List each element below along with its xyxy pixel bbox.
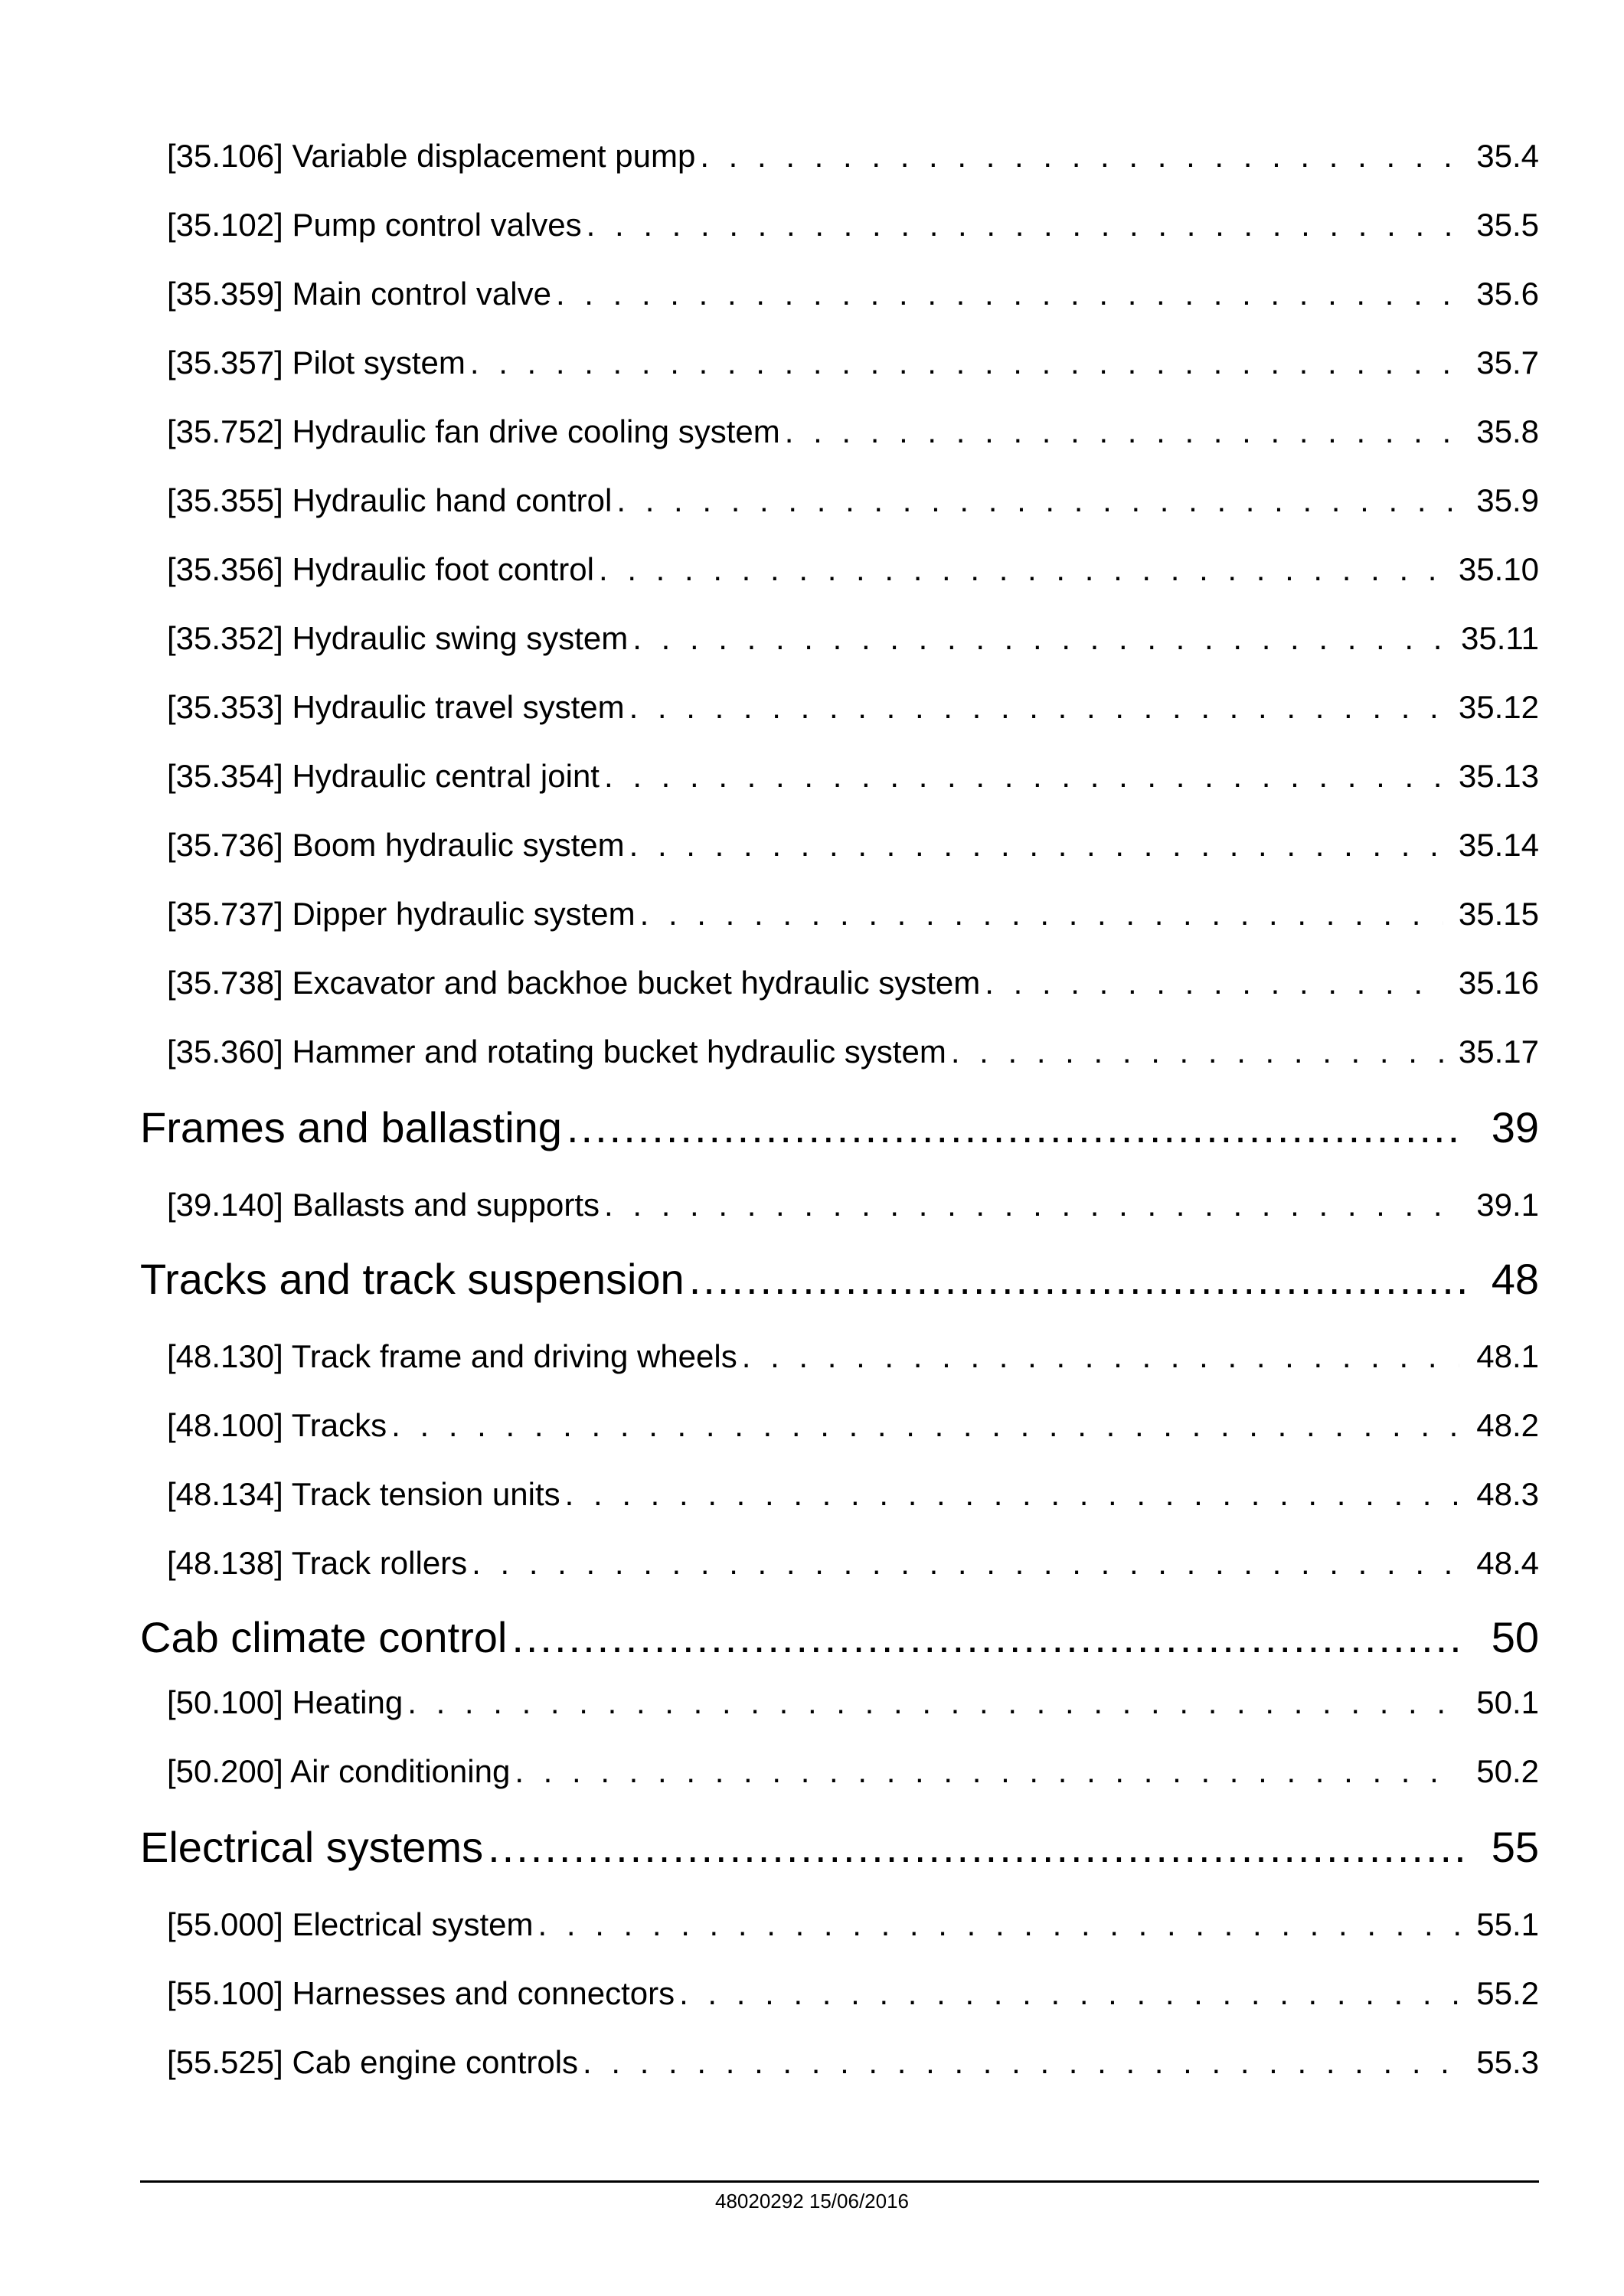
- footer-document-code: 48020292 15/06/2016: [714, 2190, 910, 2213]
- dot-leader: [565, 1476, 1459, 1513]
- toc-entry-page: 35.9: [1476, 482, 1539, 518]
- toc-entry-label: [35.354] Hydraulic central joint: [167, 758, 600, 794]
- dot-leader: [567, 1102, 1466, 1152]
- dot-leader: [599, 551, 1443, 588]
- dot-leader: [488, 1822, 1466, 1872]
- toc-entry-label: [35.355] Hydraulic hand control: [167, 482, 613, 518]
- toc-entry-page: 35.5: [1476, 207, 1539, 243]
- toc-entry[interactable]: [167, 1975, 1539, 2021]
- toc-entry[interactable]: [167, 276, 1539, 322]
- dot-leader: [951, 1034, 1443, 1070]
- toc-entry-label: [35.352] Hydraulic swing system: [167, 620, 629, 656]
- dot-leader: [515, 1753, 1459, 1790]
- toc-entry-page: 35.12: [1458, 689, 1539, 725]
- toc-entry[interactable]: [167, 1753, 1539, 1799]
- toc-entry-page: 35.11: [1461, 620, 1539, 656]
- toc-entry[interactable]: [167, 551, 1539, 597]
- dot-leader: [472, 1545, 1459, 1582]
- toc-entry-label: [35.353] Hydraulic travel system: [167, 689, 625, 725]
- toc-entry[interactable]: [167, 1684, 1539, 1730]
- dot-leader: [742, 1338, 1459, 1375]
- toc-entry-page: 35.14: [1458, 827, 1539, 863]
- dot-leader: [556, 276, 1459, 312]
- toc-entry-label: [35.752] Hydraulic fan drive cooling system: [167, 413, 780, 449]
- toc-entry[interactable]: [167, 138, 1539, 184]
- dot-leader: [689, 1254, 1466, 1304]
- toc-entry-label: [35.736] Boom hydraulic system: [167, 827, 625, 863]
- toc-entry-page: 50.1: [1476, 1684, 1539, 1720]
- dot-leader: [511, 1612, 1465, 1662]
- toc-section-heading[interactable]: [140, 1822, 1539, 1883]
- dot-leader: [985, 965, 1443, 1001]
- toc-entry-label: [55.525] Cab engine controls: [167, 2044, 579, 2080]
- toc-section-page: 55: [1491, 1823, 1539, 1871]
- dot-leader: [629, 689, 1443, 726]
- toc-entry[interactable]: [167, 620, 1539, 666]
- dot-leader: [407, 1684, 1459, 1721]
- dot-leader: [538, 1906, 1459, 1943]
- toc-entry-page: 35.16: [1458, 965, 1539, 1001]
- toc-entry-label: [35.102] Pump control valves: [167, 207, 582, 243]
- toc-entry-page: 35.13: [1458, 758, 1539, 794]
- toc-entry-page: 48.3: [1476, 1476, 1539, 1512]
- toc-entry[interactable]: [167, 1476, 1539, 1522]
- dot-leader: [640, 896, 1443, 932]
- dot-leader: [583, 2044, 1459, 2081]
- toc-entry[interactable]: [167, 965, 1539, 1011]
- toc-entry-page: 55.2: [1476, 1975, 1539, 2011]
- toc-entry-label: [35.359] Main control valve: [167, 276, 551, 312]
- toc-entry[interactable]: [167, 896, 1539, 942]
- footer-rule: [140, 2180, 1539, 2183]
- toc-entry[interactable]: [167, 1407, 1539, 1453]
- toc-section-label: Cab climate control: [140, 1613, 508, 1661]
- toc-entry-page: 35.6: [1476, 276, 1539, 312]
- dot-leader: [700, 138, 1459, 175]
- toc-entry[interactable]: [167, 1906, 1539, 1952]
- dot-leader: [604, 1187, 1459, 1223]
- toc-entry[interactable]: [167, 1187, 1539, 1233]
- toc-entry-label: [35.738] Excavator and backhoe bucket hydraulic system: [167, 965, 981, 1001]
- toc-entry[interactable]: [167, 207, 1539, 253]
- dot-leader: [679, 1975, 1459, 2012]
- toc-entry-page: 35.4: [1476, 138, 1539, 174]
- toc-section-label: Frames and ballasting: [140, 1103, 562, 1151]
- toc-entry-label: [48.138] Track rollers: [167, 1545, 468, 1581]
- dot-leader: [616, 482, 1459, 519]
- toc-entry-page: 48.1: [1476, 1338, 1539, 1374]
- toc-entry-page: 35.10: [1458, 551, 1539, 587]
- toc-entry-label: [55.100] Harnesses and connectors: [167, 1975, 675, 2011]
- toc-entry-label: [35.106] Variable displacement pump: [167, 138, 696, 174]
- toc-entry[interactable]: [167, 2044, 1539, 2090]
- toc-entry-page: 50.2: [1476, 1753, 1539, 1789]
- toc-section-heading[interactable]: [140, 1254, 1539, 1315]
- toc-section-label: Electrical systems: [140, 1823, 484, 1871]
- toc-entry-label: [50.100] Heating: [167, 1684, 404, 1720]
- toc-section-heading[interactable]: [140, 1612, 1539, 1674]
- toc-entry-label: [35.360] Hammer and rotating bucket hydraulic system: [167, 1034, 946, 1070]
- toc-entry-label: [35.357] Pilot system: [167, 345, 466, 380]
- toc-entry-page: 39.1: [1476, 1187, 1539, 1223]
- toc-entry[interactable]: [167, 1545, 1539, 1591]
- toc-entry-page: 35.7: [1476, 345, 1539, 380]
- toc-entry[interactable]: [167, 413, 1539, 459]
- toc-entry-label: [35.356] Hydraulic foot control: [167, 551, 594, 587]
- toc-section-label: Tracks and track suspension: [140, 1255, 685, 1303]
- toc-entry-page: 48.2: [1476, 1407, 1539, 1443]
- toc-entry[interactable]: [167, 689, 1539, 735]
- dot-leader: [785, 413, 1459, 450]
- toc-entry-label: [50.200] Air conditioning: [167, 1753, 511, 1789]
- dot-leader: [604, 758, 1443, 795]
- toc-entry-label: [55.000] Electrical system: [167, 1906, 534, 1942]
- toc-entry-label: [39.140] Ballasts and supports: [167, 1187, 600, 1223]
- dot-leader: [587, 207, 1459, 243]
- dot-leader: [391, 1407, 1459, 1444]
- toc-entry-page: 35.15: [1458, 896, 1539, 932]
- toc-entry[interactable]: [167, 758, 1539, 804]
- toc-entry[interactable]: [167, 1034, 1539, 1079]
- dot-leader: [629, 827, 1443, 864]
- toc-entry-label: [48.130] Track frame and driving wheels: [167, 1338, 737, 1374]
- toc-entry[interactable]: [167, 345, 1539, 390]
- toc-entry[interactable]: [167, 1338, 1539, 1384]
- toc-section-page: 39: [1491, 1103, 1539, 1151]
- toc-section-heading[interactable]: [140, 1102, 1539, 1164]
- toc-entry[interactable]: [167, 482, 1539, 528]
- toc-entry-page: 55.1: [1476, 1906, 1539, 1942]
- dot-leader: [632, 620, 1446, 657]
- toc-entry-label: [48.100] Tracks: [167, 1407, 387, 1443]
- toc-entry-label: [35.737] Dipper hydraulic system: [167, 896, 636, 932]
- toc-entry-page: 35.8: [1476, 413, 1539, 449]
- toc-entry[interactable]: [167, 827, 1539, 873]
- toc-entry-label: [48.134] Track tension units: [167, 1476, 560, 1512]
- toc-entry-page: 35.17: [1458, 1034, 1539, 1070]
- toc-entry-page: 55.3: [1476, 2044, 1539, 2080]
- toc-section-page: 50: [1491, 1613, 1539, 1661]
- dot-leader: [470, 345, 1459, 381]
- toc-section-page: 48: [1491, 1255, 1539, 1303]
- toc-entry-page: 48.4: [1476, 1545, 1539, 1581]
